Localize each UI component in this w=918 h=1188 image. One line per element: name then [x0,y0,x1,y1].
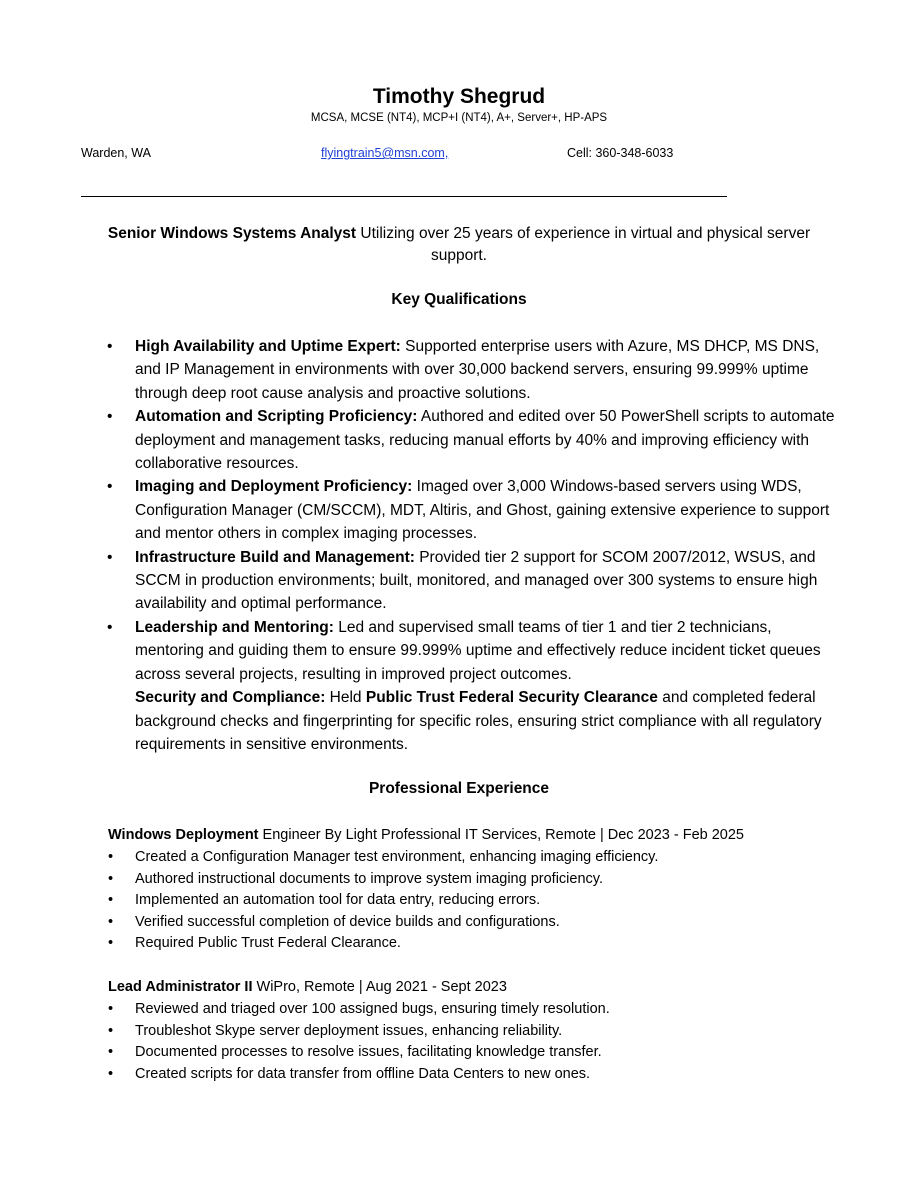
qualification-text: and completed federal background checks and fingerprinting for specific roles, ensuring strict compliance with all regulatory requirements in sensitive environments. [135,689,822,753]
list-item [135,335,841,405]
list-item: • Documented processes to resolve issues, facilitating knowledge transfer. [135,1042,835,1064]
qualification-text: Led and supervised small teams of tier 1 and tier 2 technicians, mentoring and guiding them to ensure 99.999% uptime and effectively reduce incident ticket queues across several projects, resulting in improved project outcomes. [135,618,821,683]
email-link[interactable]: flyingtrain5@msn.com, [321,146,449,160]
qualification-text: Authored and edited over 50 PowerShell scripts to automate deployment and management tasks, reducing manual efforts by 40% and improving efficiency with collaborative resources. [135,408,835,473]
qualification-text: Imaged over 3,000 Windows-based servers using WDS, Configuration Manager (CM/SCCM), MDT, Altiris, and Ghost, gaining extensive experience to support and mentor others in complex imaging processes. [135,478,830,543]
list-item [135,546,841,616]
candidate-name: Timothy Shegrud [372,85,546,108]
professional-experience-heading: Professional Experience [368,780,550,797]
qualification-text: Held [325,689,366,707]
list-item [135,475,841,545]
qualification-label: Leadership and Mentoring: [135,618,334,636]
qualifications-list [135,335,841,756]
credentials-line: MCSA, MCSE (NT4), MCP+I (NT4), A+, Server+, HP-APS [310,112,608,124]
phone-number: Cell: 360-348-6033 [567,146,674,160]
qualification-label: Security and Compliance: [135,689,326,707]
clearance-emphasis: Public Trust Federal Security Clearance [365,689,658,707]
job-bullets [135,847,835,955]
job-title: Lead Administrator II [108,979,253,995]
job-details: Engineer By Light Professional IT Services, Remote | Dec 2023 - Feb 2025 [258,827,744,843]
qualification-label: High Availability and Uptime Expert: [135,338,401,355]
summary-title: Senior Windows Systems Analyst [107,225,357,242]
list-item: • Implemented an automation tool for data entry, reducing errors. [135,890,835,912]
list-item: • Required Public Trust Federal Clearance. [135,933,835,955]
location: Warden, WA [81,146,151,160]
list-item: • Troubleshot Skype server deployment issues, enhancing reliability. [135,1021,835,1043]
list-item: • Verified successful completion of device builds and configurations. [135,912,835,934]
summary-statement [80,223,838,267]
qualification-label: Automation and Scripting Proficiency: [135,408,418,426]
list-item: • Reviewed and triaged over 100 assigned bugs, ensuring timely resolution. [135,999,835,1021]
list-item: • Authored instructional documents to improve system imaging proficiency. [135,869,835,891]
summary-text: Utilizing over 25 years of experience in virtual and physical server support. [356,225,811,264]
job-title-line [108,825,744,845]
key-qualifications-heading: Key Qualifications [391,291,527,308]
qualification-label: Infrastructure Build and Management: [135,548,415,566]
qualification-label: Imaging and Deployment Proficiency: [135,478,413,496]
qualification-text: Provided tier 2 support for SCOM 2007/2012, WSUS, and SCCM in production environments; built, monitored, and managed over 300 systems to ensure high availability and optimal performance. [135,548,818,613]
list-item [135,686,841,756]
qualification-text: Supported enterprise users with Azure, MS DHCP, MS DNS, and IP Management in environments with over 30,000 backend servers, ensuring 99.999% uptime through deep root cause analysis and proactive solutions. [135,338,820,402]
job-details: WiPro, Remote | Aug 2021 - Sept 2023 [252,979,507,995]
list-item [135,405,841,475]
list-item [135,616,841,686]
list-item: • Created scripts for data transfer from offline Data Centers to new ones. [135,1064,835,1086]
job-bullets [135,999,835,1085]
job-title: Windows Deployment [108,827,259,843]
job-title-line [108,977,507,997]
header-divider [81,196,727,197]
list-item: • Created a Configuration Manager test environment, enhancing imaging efficiency. [135,847,835,869]
